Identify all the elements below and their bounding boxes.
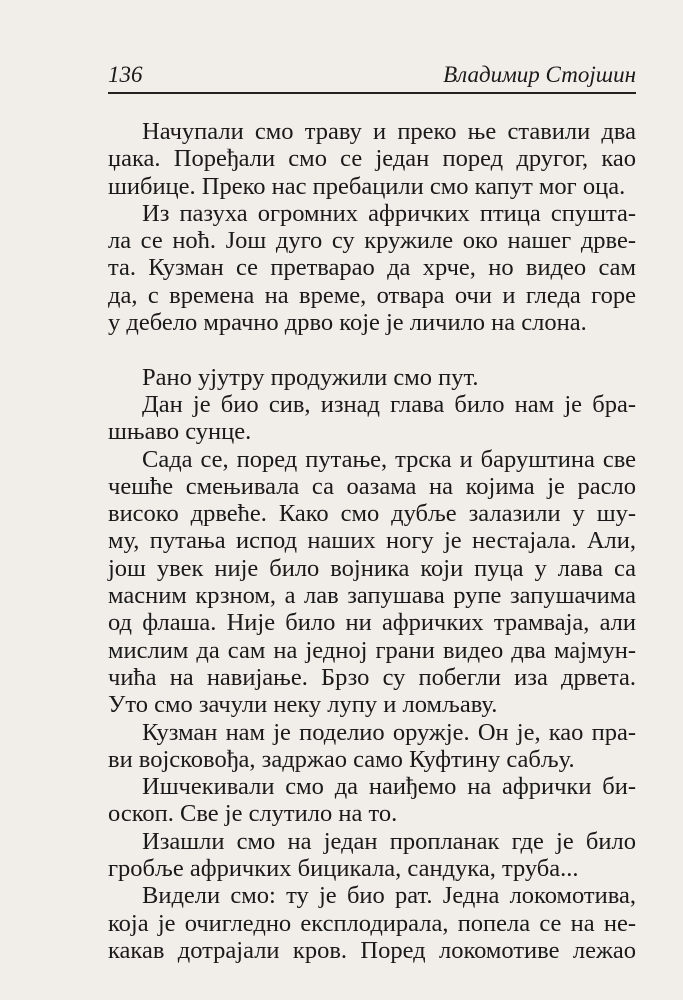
page-header: [108, 58, 636, 94]
blank-line: [108, 336, 636, 363]
text-line: која је очигледно експлодирала, попела се на не-: [108, 909, 636, 937]
page-number: 136: [108, 62, 143, 87]
text-line: Кузман нам је поделио оружје. Он је, као пра-: [142, 718, 636, 746]
text-line: чешће смењивала са оазама на којима је расло: [108, 472, 636, 500]
text-line: какав дотрајали кров. Поред локомотиве лежао: [108, 936, 636, 964]
text-line: чића на навијање. Брзо су побегли иза дрвета.: [108, 663, 636, 691]
text-line: шњаво сунце.: [108, 418, 252, 446]
text-line: гробље афричких бицикала, сандука, труба...: [108, 855, 579, 883]
text-line: Сада се, поред путање, трска и баруштина све: [142, 445, 636, 473]
text-line: ви војсковођа, задржао само Куфтину сабљу.: [108, 745, 575, 773]
text-line: Ишчекивали смо да наиђемо на афрички би-: [142, 773, 636, 801]
text-line: мислим да сам на једној грани видео два мајмун-: [108, 636, 636, 664]
text-line: Уто смо зачули неку лупу и ломљаву.: [108, 691, 498, 719]
text-line: Видели смо: ту је био рат. Једна локомотива,: [142, 882, 636, 910]
text-line: још увек није било војника који пуца у лава са: [108, 554, 636, 582]
text-line: му, путања испод наших ногу је нестајала. Али,: [108, 527, 636, 555]
running-head-author: Владимир Стојшин: [443, 62, 636, 87]
body-text: [108, 118, 636, 964]
text-line: масним крзном, а лав запушава рупе запушачима: [108, 582, 636, 610]
text-line: у дебело мрачно дрво које је личило на слона.: [108, 309, 587, 337]
text-line: Изашли смо на један пропланак где је било: [142, 827, 636, 855]
text-line: Рано ујутру продужили смо пут.: [142, 363, 479, 391]
text-line: да, с времена на време, отвара очи и гледа горе: [108, 281, 636, 309]
text-line: шибице. Преко нас пребацили смо капут мог оца.: [108, 172, 626, 200]
text-line: Начупали смо траву и преко ње ставили два: [142, 118, 636, 145]
text-line: Из пазуха огромних афричких птица спушта-: [142, 199, 636, 227]
text-line: ла се ноћ. Још дуго су кружиле око нашег дрве-: [108, 227, 636, 255]
text-line: џака. Поређали смо се један поред другог, као: [108, 145, 636, 173]
text-line: високо дрвеће. Како смо дубље залазили у шу-: [108, 500, 636, 528]
text-line: Дан је био сив, изнад глава било нам је бра-: [142, 390, 636, 418]
text-line: оскоп. Све је слутило на то.: [108, 800, 398, 828]
text-line: од флаша. Није било ни афричких трамваја, али: [108, 609, 636, 637]
text-line: та. Кузман се претварао да хрче, но видео сам: [108, 254, 636, 282]
